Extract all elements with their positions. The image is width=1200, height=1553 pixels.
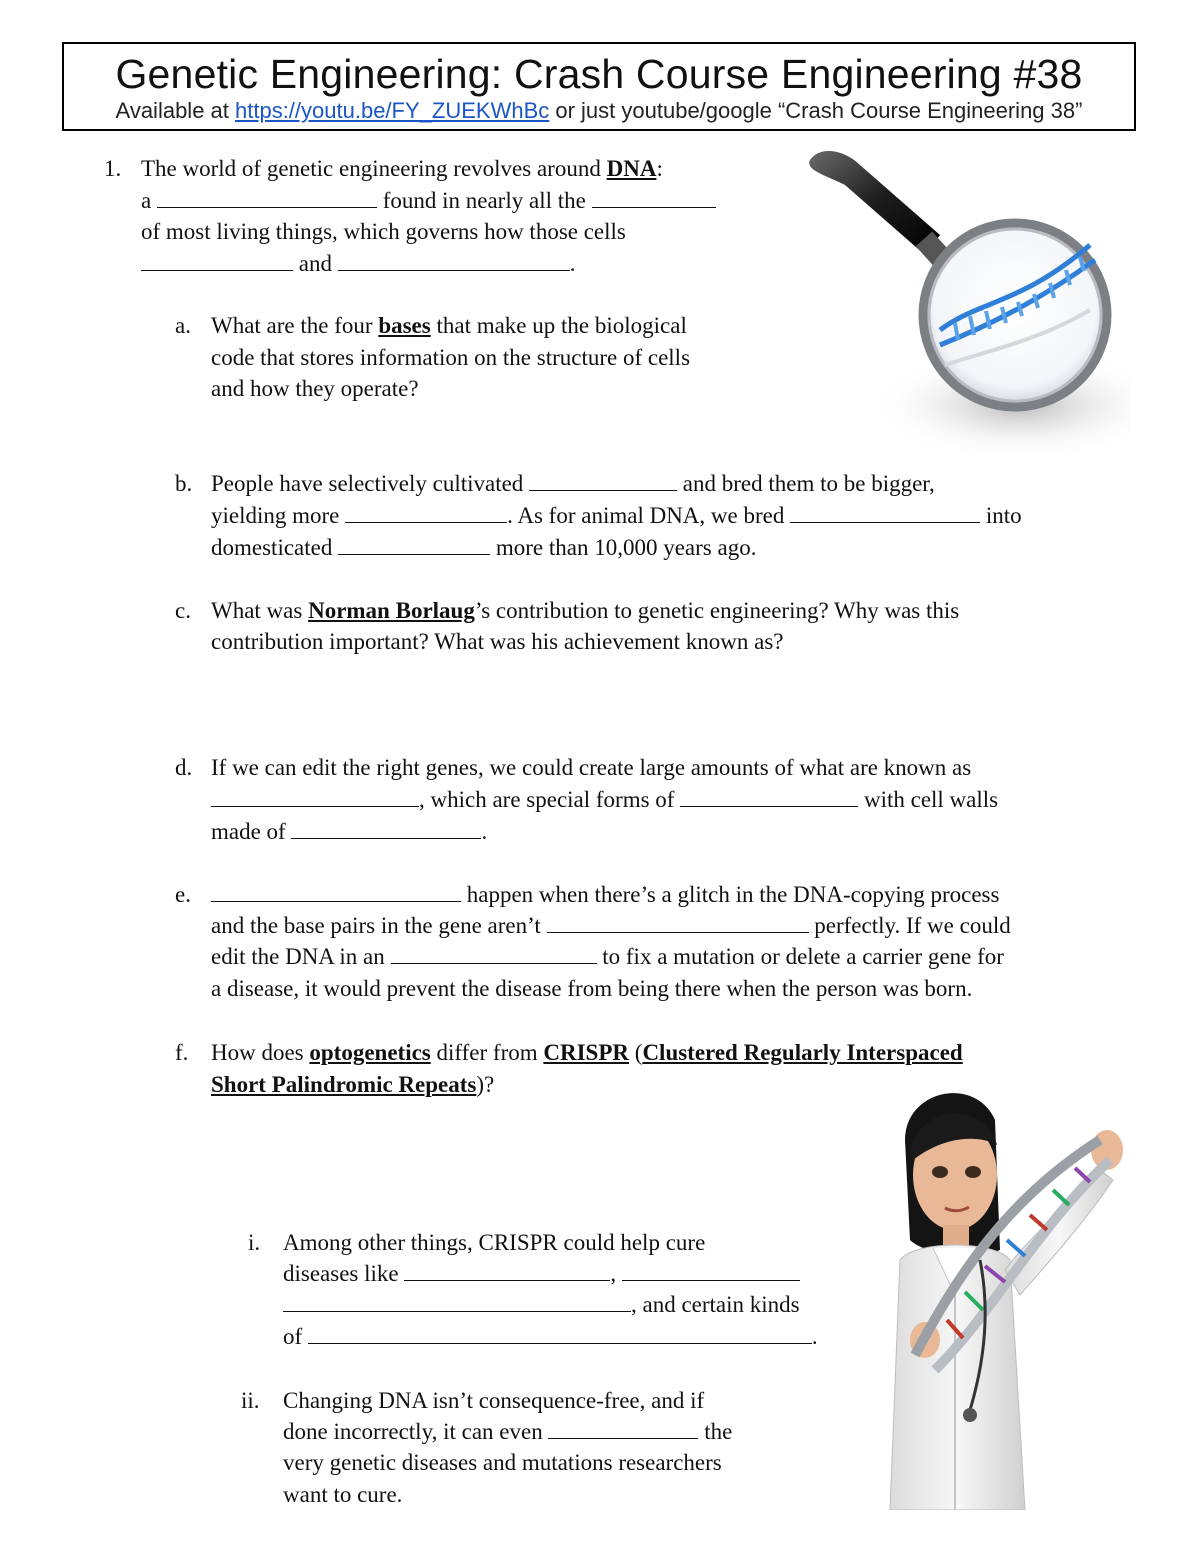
qa-line-3: and how they operate? [211,376,419,401]
qii-line-3: very genetic diseases and mutations researchers [283,1450,722,1475]
q1-line-2: a found in nearly all the [141,185,716,217]
q1-line-1: The world of genetic engineering revolves around DNA: [141,156,663,181]
qii-letter: ii. [241,1388,260,1413]
optogenetics-term: optogenetics [309,1040,431,1065]
answer-blank[interactable] [391,943,597,964]
qi-line-1: Among other things, CRISPR could help cure [283,1230,706,1255]
bases-term: bases [378,313,431,338]
crispr-expansion-1: Clustered Regularly Interspaced [642,1040,963,1065]
qc-letter: c. [175,598,191,623]
answer-blank[interactable] [345,502,507,523]
qb-line-1: People have selectively cultivated and bred them to be bigger, [211,471,935,496]
qi-line-4: of . [283,1324,818,1349]
qf-line-1: How does optogenetics differ from CRISPR (Clustered Regularly Interspaced [211,1040,963,1065]
qa-line-2: code that stores information on the structure of cells [211,345,691,370]
qe-line-1: happen when there’s a glitch in the DNA-copying process [211,879,999,911]
q1-line-4: and . [141,248,575,280]
qii-line-1: Changing DNA isn’t consequence-free, and if [283,1388,705,1413]
answer-blank[interactable] [283,1291,631,1312]
answer-blank[interactable] [529,470,677,491]
qi-line-2: diseases like , [283,1258,800,1290]
available-suffix: or just youtube/google “Crash Course Engineering 38” [549,98,1083,123]
qf-line-2: Short Palindromic Repeats)? [211,1072,495,1097]
crispr-term: CRISPR [543,1040,630,1065]
qb-line-2: yielding more . As for animal DNA, we bred into [211,503,1022,528]
qa-letter: a. [175,313,191,338]
available-prefix: Available at [115,98,235,123]
qb-letter: b. [175,471,193,496]
qii-line-4: want to cure. [283,1482,403,1507]
qd-line-3: made of . [211,819,488,844]
header-box [62,42,1136,131]
answer-blank[interactable] [547,912,809,933]
qe-line-2: and the base pairs in the gene aren’t perfectly. If we could [211,913,1011,938]
page-title: Genetic Engineering: Crash Course Engineering #38 [115,51,1083,97]
crispr-expansion-2: Short Palindromic Repeats [211,1072,477,1097]
qii-line-2: done incorrectly, it can even the [283,1419,733,1444]
qd-letter: d. [175,755,193,780]
qi-line-3: , and certain kinds [283,1289,800,1321]
answer-blank[interactable] [141,250,293,271]
magnifying-glass-dna-icon [790,140,1130,470]
qc-line-1: What was Norman Borlaug’s contribution to genetic engineering? Why was this [211,598,960,623]
answer-blank[interactable] [308,1323,812,1344]
answer-blank[interactable] [338,250,570,271]
answer-blank[interactable] [211,881,461,902]
qe-line-4: a disease, it would prevent the disease from being there when the person was born. [211,976,973,1001]
scientist-holding-dna-icon [885,1080,1145,1510]
qc-line-2: contribution important? What was his achievement known as? [211,629,784,654]
qd-line-2: , which are special forms of with cell walls [211,784,998,816]
qe-letter: e. [175,882,191,907]
qe-line-3: edit the DNA in an to fix a mutation or delete a carrier gene for [211,944,1004,969]
answer-blank[interactable] [211,786,419,807]
qb-line-3: domesticated more than 10,000 years ago. [211,535,757,560]
answer-blank[interactable] [592,187,716,208]
qd-line-1: If we can edit the right genes, we could create large amounts of what are known as [211,755,972,780]
answer-blank[interactable] [680,786,858,807]
qi-letter: i. [248,1230,261,1255]
answer-blank[interactable] [790,502,980,523]
q1-line-3: of most living things, which governs how those cells [141,219,626,244]
qf-letter: f. [175,1040,189,1065]
q1-number: 1. [104,156,122,181]
dna-term: DNA [606,156,657,181]
answer-blank[interactable] [548,1418,698,1439]
answer-blank[interactable] [404,1260,610,1281]
qa-line-1: What are the four bases that make up the biological [211,313,687,338]
answer-blank[interactable] [338,534,490,555]
availability-line [64,98,1134,124]
answer-blank[interactable] [622,1260,800,1281]
video-link[interactable]: https://youtu.be/FY_ZUEKWhBc [235,98,550,123]
answer-blank[interactable] [157,187,377,208]
answer-blank[interactable] [291,818,481,839]
borlaug-term: Norman Borlaug [308,598,475,623]
